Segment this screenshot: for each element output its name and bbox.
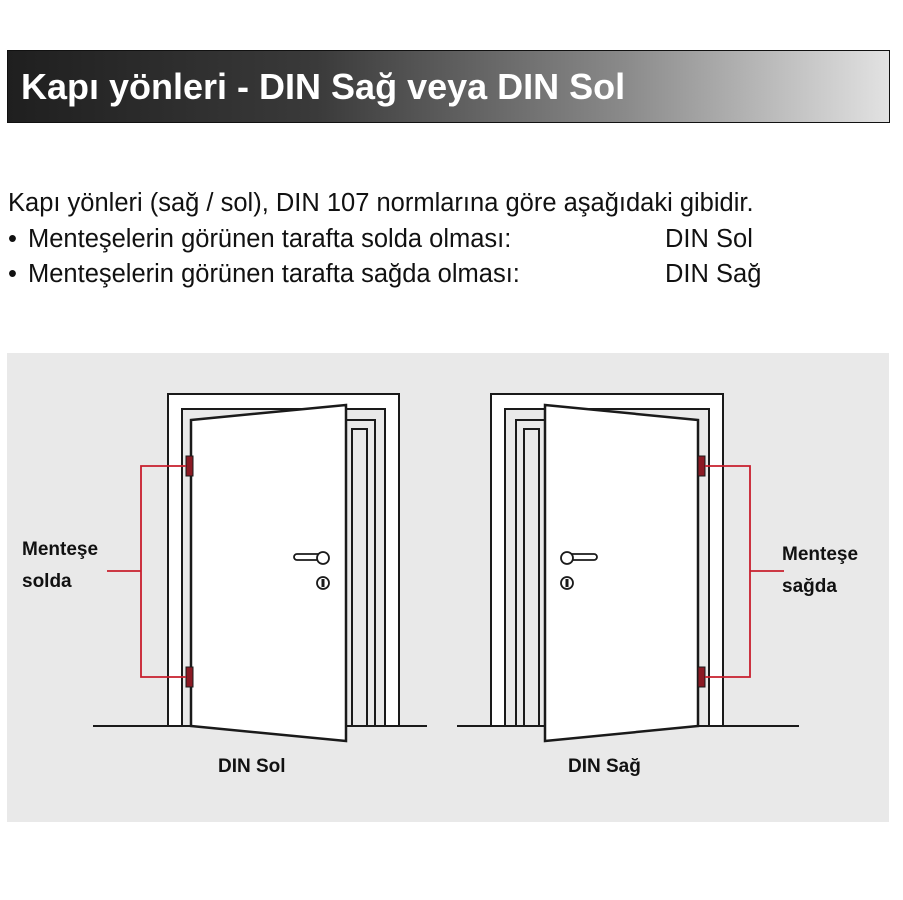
right-hinge-label-line2: sağda bbox=[782, 576, 837, 597]
right-door-leaf bbox=[545, 405, 698, 741]
bullet-value-din-sol: DIN Sol bbox=[665, 225, 753, 253]
left-door-handle-rose bbox=[317, 552, 329, 564]
right-door-bottom-hinge bbox=[698, 667, 705, 687]
right-door-caption: DIN Sağ bbox=[568, 756, 641, 777]
left-door-caption: DIN Sol bbox=[218, 756, 286, 777]
left-hinge-label-line2: solda bbox=[22, 571, 72, 592]
right-hinge-label-line1: Menteşe bbox=[782, 544, 859, 565]
bullet-text: Menteşelerin görünen tarafta sağda olması: bbox=[28, 260, 520, 288]
bullet-row-right-hinge bbox=[8, 257, 520, 291]
title-banner bbox=[7, 50, 890, 123]
right-door-keyhole-slot bbox=[566, 579, 569, 587]
bullet-marker: • bbox=[8, 225, 17, 253]
right-door-handle-rose bbox=[561, 552, 573, 564]
intro-text: Kapı yönleri (sağ / sol), DIN 107 normlarına göre aşağıdaki gibidir. bbox=[8, 189, 754, 217]
left-door-leaf bbox=[191, 405, 346, 741]
left-door-bottom-hinge bbox=[186, 667, 193, 687]
right-door-rebate-outer bbox=[516, 420, 545, 726]
right-door-top-hinge bbox=[698, 456, 705, 476]
bullet-value-din-sag: DIN Sağ bbox=[665, 260, 762, 288]
door-diagram bbox=[7, 353, 889, 822]
left-door bbox=[107, 394, 399, 741]
bullet-marker: • bbox=[8, 260, 17, 288]
right-door-rebate-inner bbox=[524, 429, 539, 726]
left-door-rebate-outer bbox=[346, 420, 375, 726]
left-door-keyhole-slot bbox=[322, 579, 325, 587]
left-door-top-hinge bbox=[186, 456, 193, 476]
bullet-row-left-hinge bbox=[8, 222, 511, 256]
left-hinge-label-line1: Menteşe bbox=[22, 539, 99, 560]
right-door bbox=[491, 394, 784, 741]
door-diagram-drawing bbox=[7, 353, 889, 822]
bullet-text: Menteşelerin görünen tarafta solda olması: bbox=[28, 225, 512, 253]
left-door-rebate-inner bbox=[352, 429, 367, 726]
page-title: Kapı yönleri - DIN Sağ veya DIN Sol bbox=[21, 66, 626, 107]
